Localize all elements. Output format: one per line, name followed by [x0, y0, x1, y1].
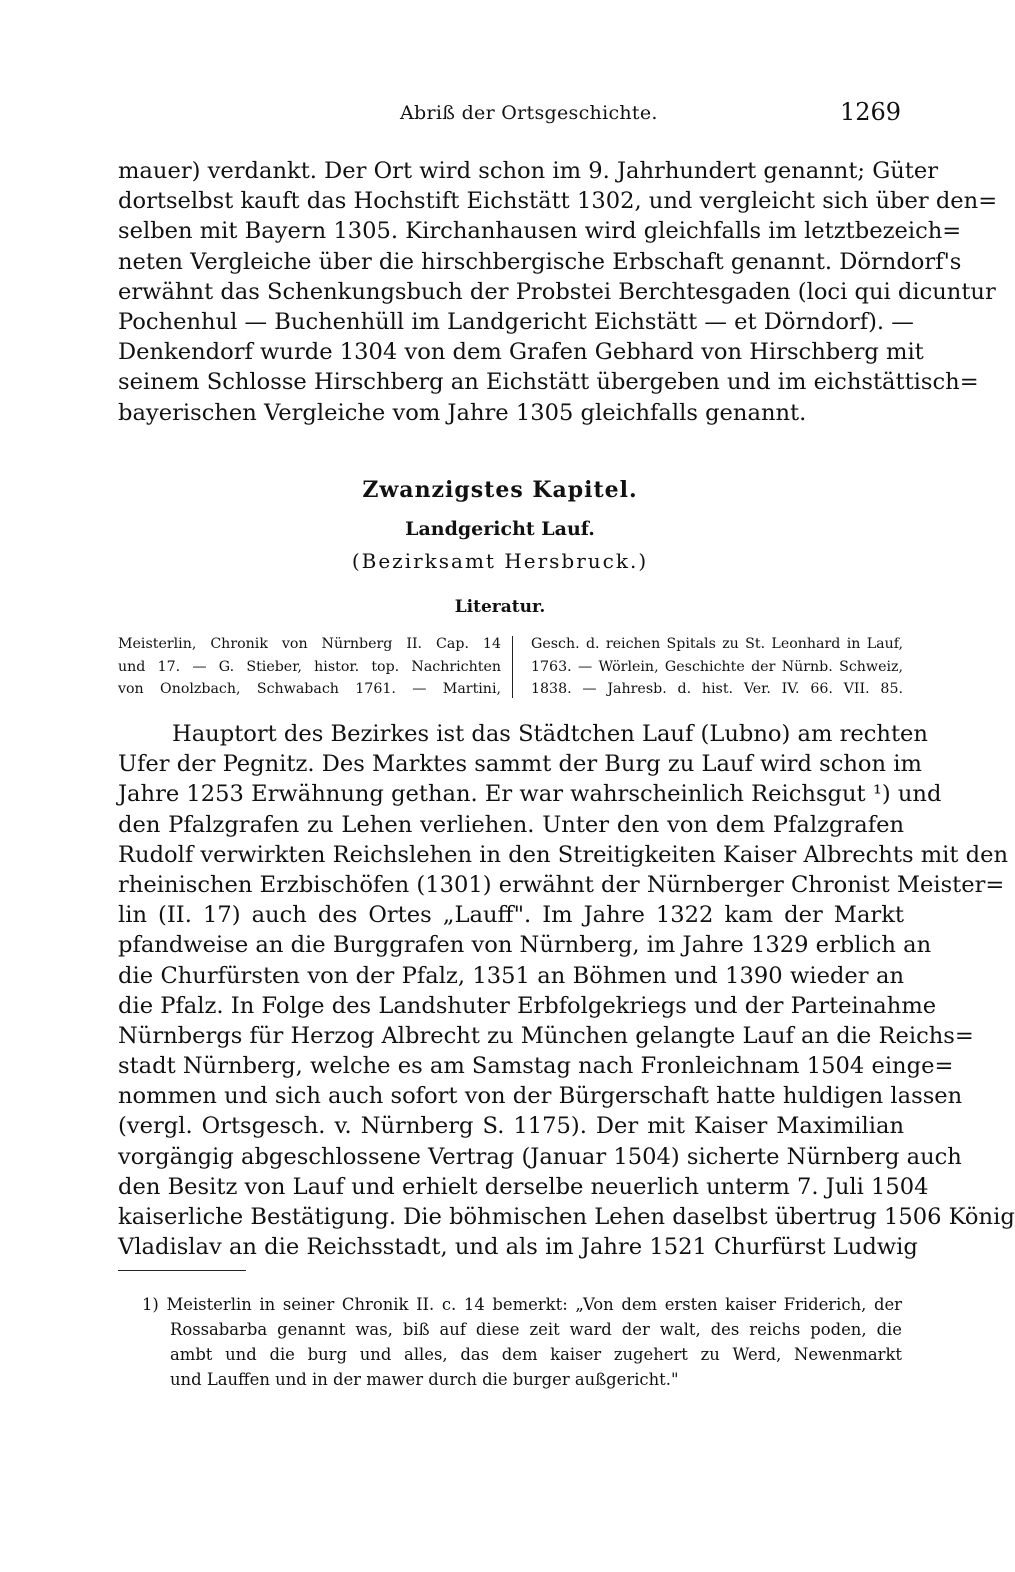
literature-column-left: [118, 633, 501, 701]
footnote-line: und Lauffen und in der mawer durch die burger außgericht.": [170, 1370, 679, 1389]
text-line: Pochenhul — Buchenhüll im Landgericht Eichstätt — et Dörndorf). —: [118, 308, 914, 335]
text-line: den Pfalzgrafen zu Lehen verliehen. Unter den von dem Pfalzgrafen: [118, 811, 904, 838]
text-line: Ufer der Pegnitz. Des Marktes sammt der Burg zu Lauf wird schon im: [118, 751, 922, 778]
literature-line: 1763. — Wörlein, Geschichte der Nürnb. Schweiz,: [531, 658, 903, 675]
text-line: Hauptort des Bezirkes ist das Städtchen Lauf (Lubno) am rechten: [172, 721, 928, 747]
text-line: Nürnbergs für Herzog Albrecht zu München gelangte Lauf an die Reichs=: [118, 1022, 974, 1049]
text-line: pfandweise an die Burggrafen von Nürnberg, im Jahre 1329 erblich an: [118, 932, 932, 959]
literature-heading: Literatur.: [454, 597, 546, 617]
literature-line: und 17. — G. Stieber, histor. top. Nachrichten: [118, 658, 501, 675]
main-paragraph: [118, 719, 1015, 1262]
text-line: lin (II. 17) auch des Ortes „Lauff". Im Jahre 1322 kam der Markt: [118, 902, 904, 929]
literature-line: Meisterlin, Chronik von Nürnberg II. Cap. 14: [118, 636, 501, 652]
paragraph-continuation: [118, 156, 998, 428]
text-line: kaiserliche Bestätigung. Die böhmischen Lehen daselbst übertrug 1506 König: [118, 1204, 1015, 1230]
text-line: rheinischen Erzbischöfen (1301) erwähnt der Nürnberger Chronist Meister=: [118, 871, 1005, 898]
text-line: dortselbst kauft das Hochstift Eichstätt 1302, und vergleicht sich über den=: [118, 188, 998, 215]
text-line: selben mit Bayern 1305. Kirchanhausen wird gleichfalls im letztbezeich=: [118, 218, 962, 245]
literature-column-right: [531, 633, 903, 701]
literature-line: 1838. — Jahresb. d. hist. Ver. IV. 66. VII. 85.: [531, 681, 903, 697]
footnote-rule: [118, 1270, 246, 1271]
footnote: [142, 1292, 902, 1392]
text-line: nommen und sich auch sofort von der Bürgerschaft hatte huldigen lassen: [118, 1083, 963, 1110]
text-line: bayerischen Vergleiche vom Jahre 1305 gleichfalls genannt.: [118, 399, 807, 426]
footnote-line: Rossabarba genannt was, biß auf diese zeit ward der walt, des reichs poden, die: [170, 1320, 902, 1339]
text-line: Jahre 1253 Erwähnung gethan. Er war wahrscheinlich Reichsgut ¹) und: [118, 781, 942, 808]
text-line: die Pfalz. In Folge des Landshuter Erbfolgekriegs und der Parteinahme: [118, 992, 937, 1019]
running-title: Abriß der Ortsgeschichte.: [400, 102, 658, 124]
court-title: Landgericht Lauf.: [405, 518, 595, 540]
text-line: Rudolf verwirkten Reichslehen in den Streitigkeiten Kaiser Albrechts mit den: [118, 841, 1009, 868]
footnote-line: 1) Meisterlin in seiner Chronik II. c. 14 bemerkt: „Von dem ersten kaiser Friderich, der: [142, 1295, 902, 1314]
text-line: die Churfürsten von der Pfalz, 1351 an Böhmen und 1390 wieder an: [118, 962, 904, 989]
footnote-line: ambt und die burg und alles, das dem kaiser zugehert zu Werd, Newenmarkt: [170, 1345, 902, 1364]
literature-line: von Onolzbach, Schwabach 1761. — Martini,: [118, 681, 501, 697]
office-subtitle: (Bezirksamt Hersbruck.): [351, 549, 649, 573]
text-line: erwähnt das Schenkungsbuch der Probstei Berchtesgaden (loci qui dicuntur: [118, 278, 996, 305]
column-divider: [512, 636, 513, 698]
literature-line: Gesch. d. reichen Spitals zu St. Leonhard in Lauf,: [531, 636, 903, 652]
text-line: mauer) verdankt. Der Ort wird schon im 9. Jahrhundert genannt; Güter: [118, 158, 939, 184]
text-line: neten Vergleiche über die hirschbergische Erbschaft genannt. Dörndorf's: [118, 248, 962, 275]
text-line: vorgängig abgeschlossene Vertrag (Januar 1504) sicherte Nürnberg auch: [118, 1143, 962, 1170]
text-line: Vladislav an die Reichsstadt, und als im Jahre 1521 Churfürst Ludwig: [118, 1234, 918, 1261]
page-number: 1269: [840, 98, 902, 126]
text-line: den Besitz von Lauf und erhielt derselbe neuerlich unterm 7. Juli 1504: [118, 1173, 929, 1200]
chapter-title: Zwanzigstes Kapitel.: [362, 477, 638, 503]
text-line: seinem Schlosse Hirschberg an Eichstätt übergeben und im eichstättisch=: [118, 369, 979, 396]
text-line: stadt Nürnberg, welche es am Samstag nach Fronleichnam 1504 einge=: [118, 1053, 954, 1080]
text-line: Denkendorf wurde 1304 von dem Grafen Gebhard von Hirschberg mit: [118, 339, 924, 366]
text-line: (vergl. Ortsgesch. v. Nürnberg S. 1175). Der mit Kaiser Maximilian: [118, 1113, 904, 1140]
